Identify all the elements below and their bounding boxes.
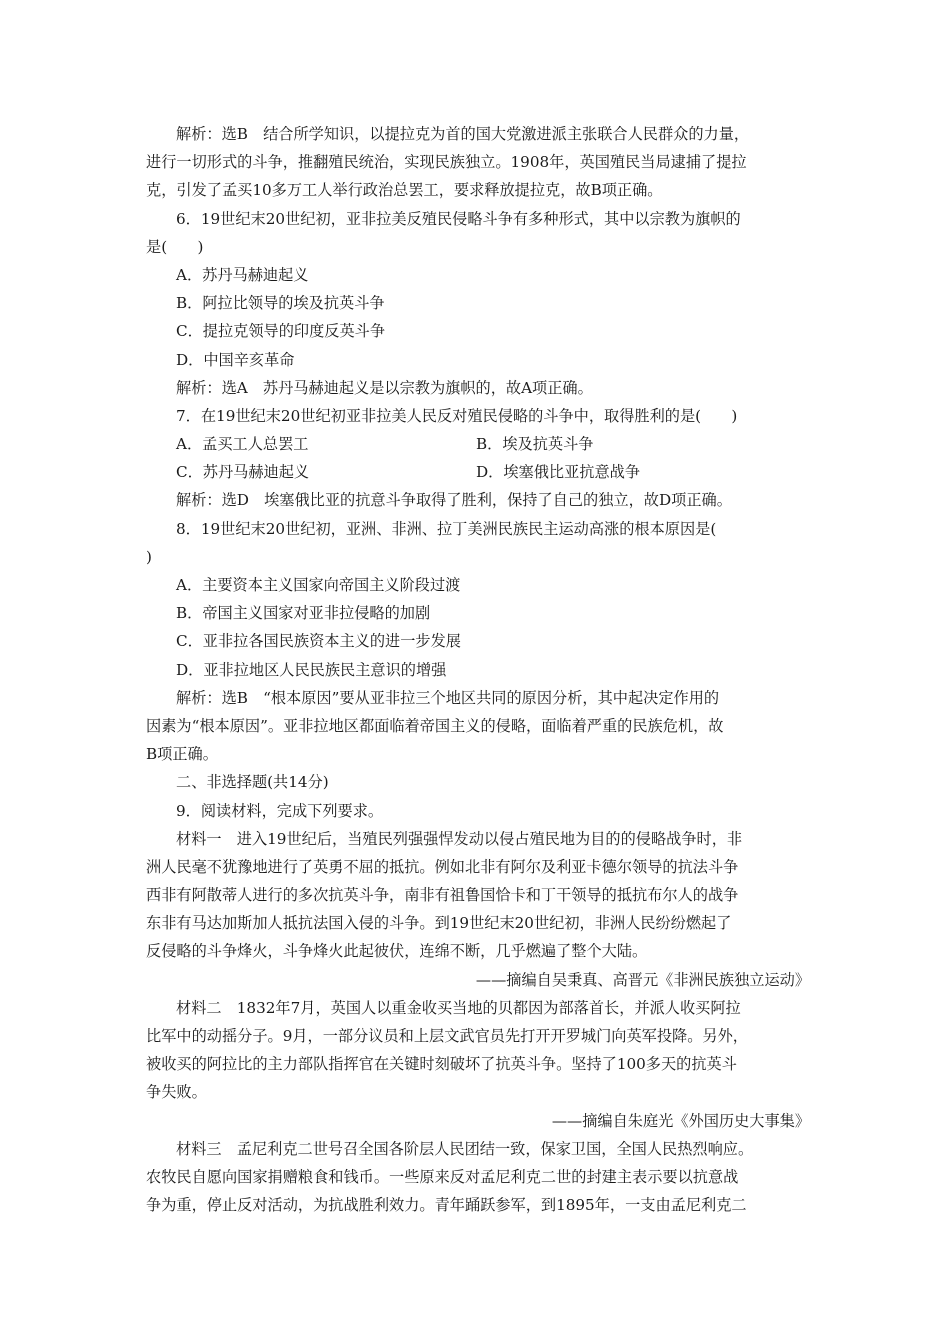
question-6-stem-1: 6．19世纪末20世纪初，亚非拉美反殖民侵略斗争有多种形式，其中以宗教为旗帜的 — [176, 209, 741, 228]
analysis-8-line-3: B项正确。 — [146, 745, 218, 764]
material-1-line-3: 西非有阿散蒂人进行的多次抗英斗争，南非有祖鲁国恰卡和丁干领导的抵抗布尔人的战争 — [146, 886, 739, 905]
analysis-5-line-2: 进行一切形式的斗争，推翻殖民统治，实现民族独立。1908年，英国殖民当局逮捕了提拉 — [146, 153, 747, 172]
question-7-stem: 7．在19世纪末20世纪初亚非拉美人民反对殖民侵略的斗争中，取得胜利的是( ) — [176, 406, 738, 425]
material-1-line-2: 洲人民毫不犹豫地进行了英勇不屈的抵抗。例如北非有阿尔及利亚卡德尔领导的抗法斗争 — [146, 857, 739, 876]
material-1-line-1: 材料一 进入19世纪后，当殖民列强强悍发动以侵占殖民地为目的的侵略战争时，非 — [176, 829, 743, 848]
question-7-option-c: C．苏丹马赫迪起义 — [176, 463, 310, 482]
question-6-option-d: D．中国辛亥革命 — [176, 350, 295, 369]
question-8-stem-1: 8．19世纪末20世纪初，亚洲、非洲、拉丁美洲民族民主运动高涨的根本原因是( — [176, 519, 717, 538]
analysis-8-line-2: 因素为“根本原因”。亚非拉地区都面临着帝国主义的侵略，面临着严重的民族危机，故 — [146, 716, 724, 735]
analysis-6: 解析：选A 苏丹马赫迪起义是以宗教为旗帜的，故A项正确。 — [176, 378, 593, 397]
question-9-stem: 9．阅读材料，完成下列要求。 — [176, 801, 384, 820]
question-8-option-a: A．主要资本主义国家向帝国主义阶段过渡 — [176, 576, 461, 594]
question-6-option-a: A．苏丹马赫迪起义 — [176, 265, 309, 284]
section-heading: 二、非选择题(共14分) — [176, 773, 329, 792]
material-2-line-4: 争失败。 — [146, 1083, 207, 1102]
question-8-option-d: D．亚非拉地区人民民族民主意识的增强 — [176, 660, 447, 679]
question-7-option-b: B．埃及抗英斗争 — [476, 435, 594, 454]
analysis-7: 解析：选D 埃塞俄比亚的抗意斗争取得了胜利，保持了自己的独立，故D项正确。 — [176, 491, 732, 510]
question-7-options-row-2 — [146, 458, 810, 486]
question-6-stem-2: 是( ) — [146, 237, 204, 256]
material-3-line-3: 争为重，停止反对活动，为抗战胜利效力。青年踊跃参军，到1895年，一支由孟尼利克二 — [146, 1196, 747, 1215]
question-7-option-a: A．孟买工人总罢工 — [176, 435, 309, 454]
material-2-source: ——摘编自朱庭光《外国历史大事集》 — [551, 1111, 810, 1130]
material-2-line-1: 材料二 1832年7月，英国人以重金收买当地的贝都因为部落首长，并派人收买阿拉 — [176, 998, 741, 1017]
question-8-option-b: B．帝国主义国家对亚非拉侵略的加剧 — [176, 604, 431, 623]
question-6-option-c: C．提拉克领导的印度反英斗争 — [176, 322, 386, 341]
material-2-line-2: 比军中的动摇分子。9月，一部分议员和上层文武官员先打开开罗城门向英军投降。另外， — [146, 1027, 748, 1045]
document-page — [146, 120, 810, 1219]
analysis-5-line-1: 解析：选B 结合所学知识，以提拉克为首的国大党激进派主张联合人民群众的力量， — [176, 125, 750, 143]
question-7-options-row-1 — [146, 430, 810, 458]
question-6-option-b: B．阿拉比领导的埃及抗英斗争 — [176, 294, 385, 313]
question-8-option-c: C．亚非拉各国民族资本主义的进一步发展 — [176, 632, 461, 651]
question-8-stem-2: ) — [146, 547, 152, 566]
material-1-source: ——摘编自吴秉真、高晋元《非洲民族独立运动》 — [475, 970, 810, 989]
material-3-line-1: 材料三 孟尼利克二世号召全国各阶层人民团结一致，保家卫国，全国人民热烈响应。 — [176, 1139, 754, 1158]
analysis-5-line-3: 克，引发了孟买10多万工人举行政治总罢工，要求释放提拉克，故B项正确。 — [146, 181, 663, 200]
question-7-option-d: D．埃塞俄比亚抗意战争 — [476, 463, 641, 482]
material-1-line-4: 东非有马达加斯加人抵抗法国入侵的斗争。到19世纪末20世纪初，非洲人民纷纷燃起了 — [146, 914, 732, 933]
material-3-line-2: 农牧民自愿向国家捐赠粮食和钱币。一些原来反对孟尼利克二世的封建主表示要以抗意战 — [146, 1167, 739, 1186]
material-1-line-5: 反侵略的斗争烽火，斗争烽火此起彼伏，连绵不断，几乎燃遍了整个大陆。 — [146, 942, 648, 961]
material-2-line-3: 被收买的阿拉比的主力部队指挥官在关键时刻破坏了抗英斗争。坚持了100多天的抗英斗 — [146, 1055, 737, 1074]
analysis-8-line-1: 解析：选B “根本原因”要从亚非拉三个地区共同的原因分析，其中起决定作用的 — [176, 688, 720, 707]
